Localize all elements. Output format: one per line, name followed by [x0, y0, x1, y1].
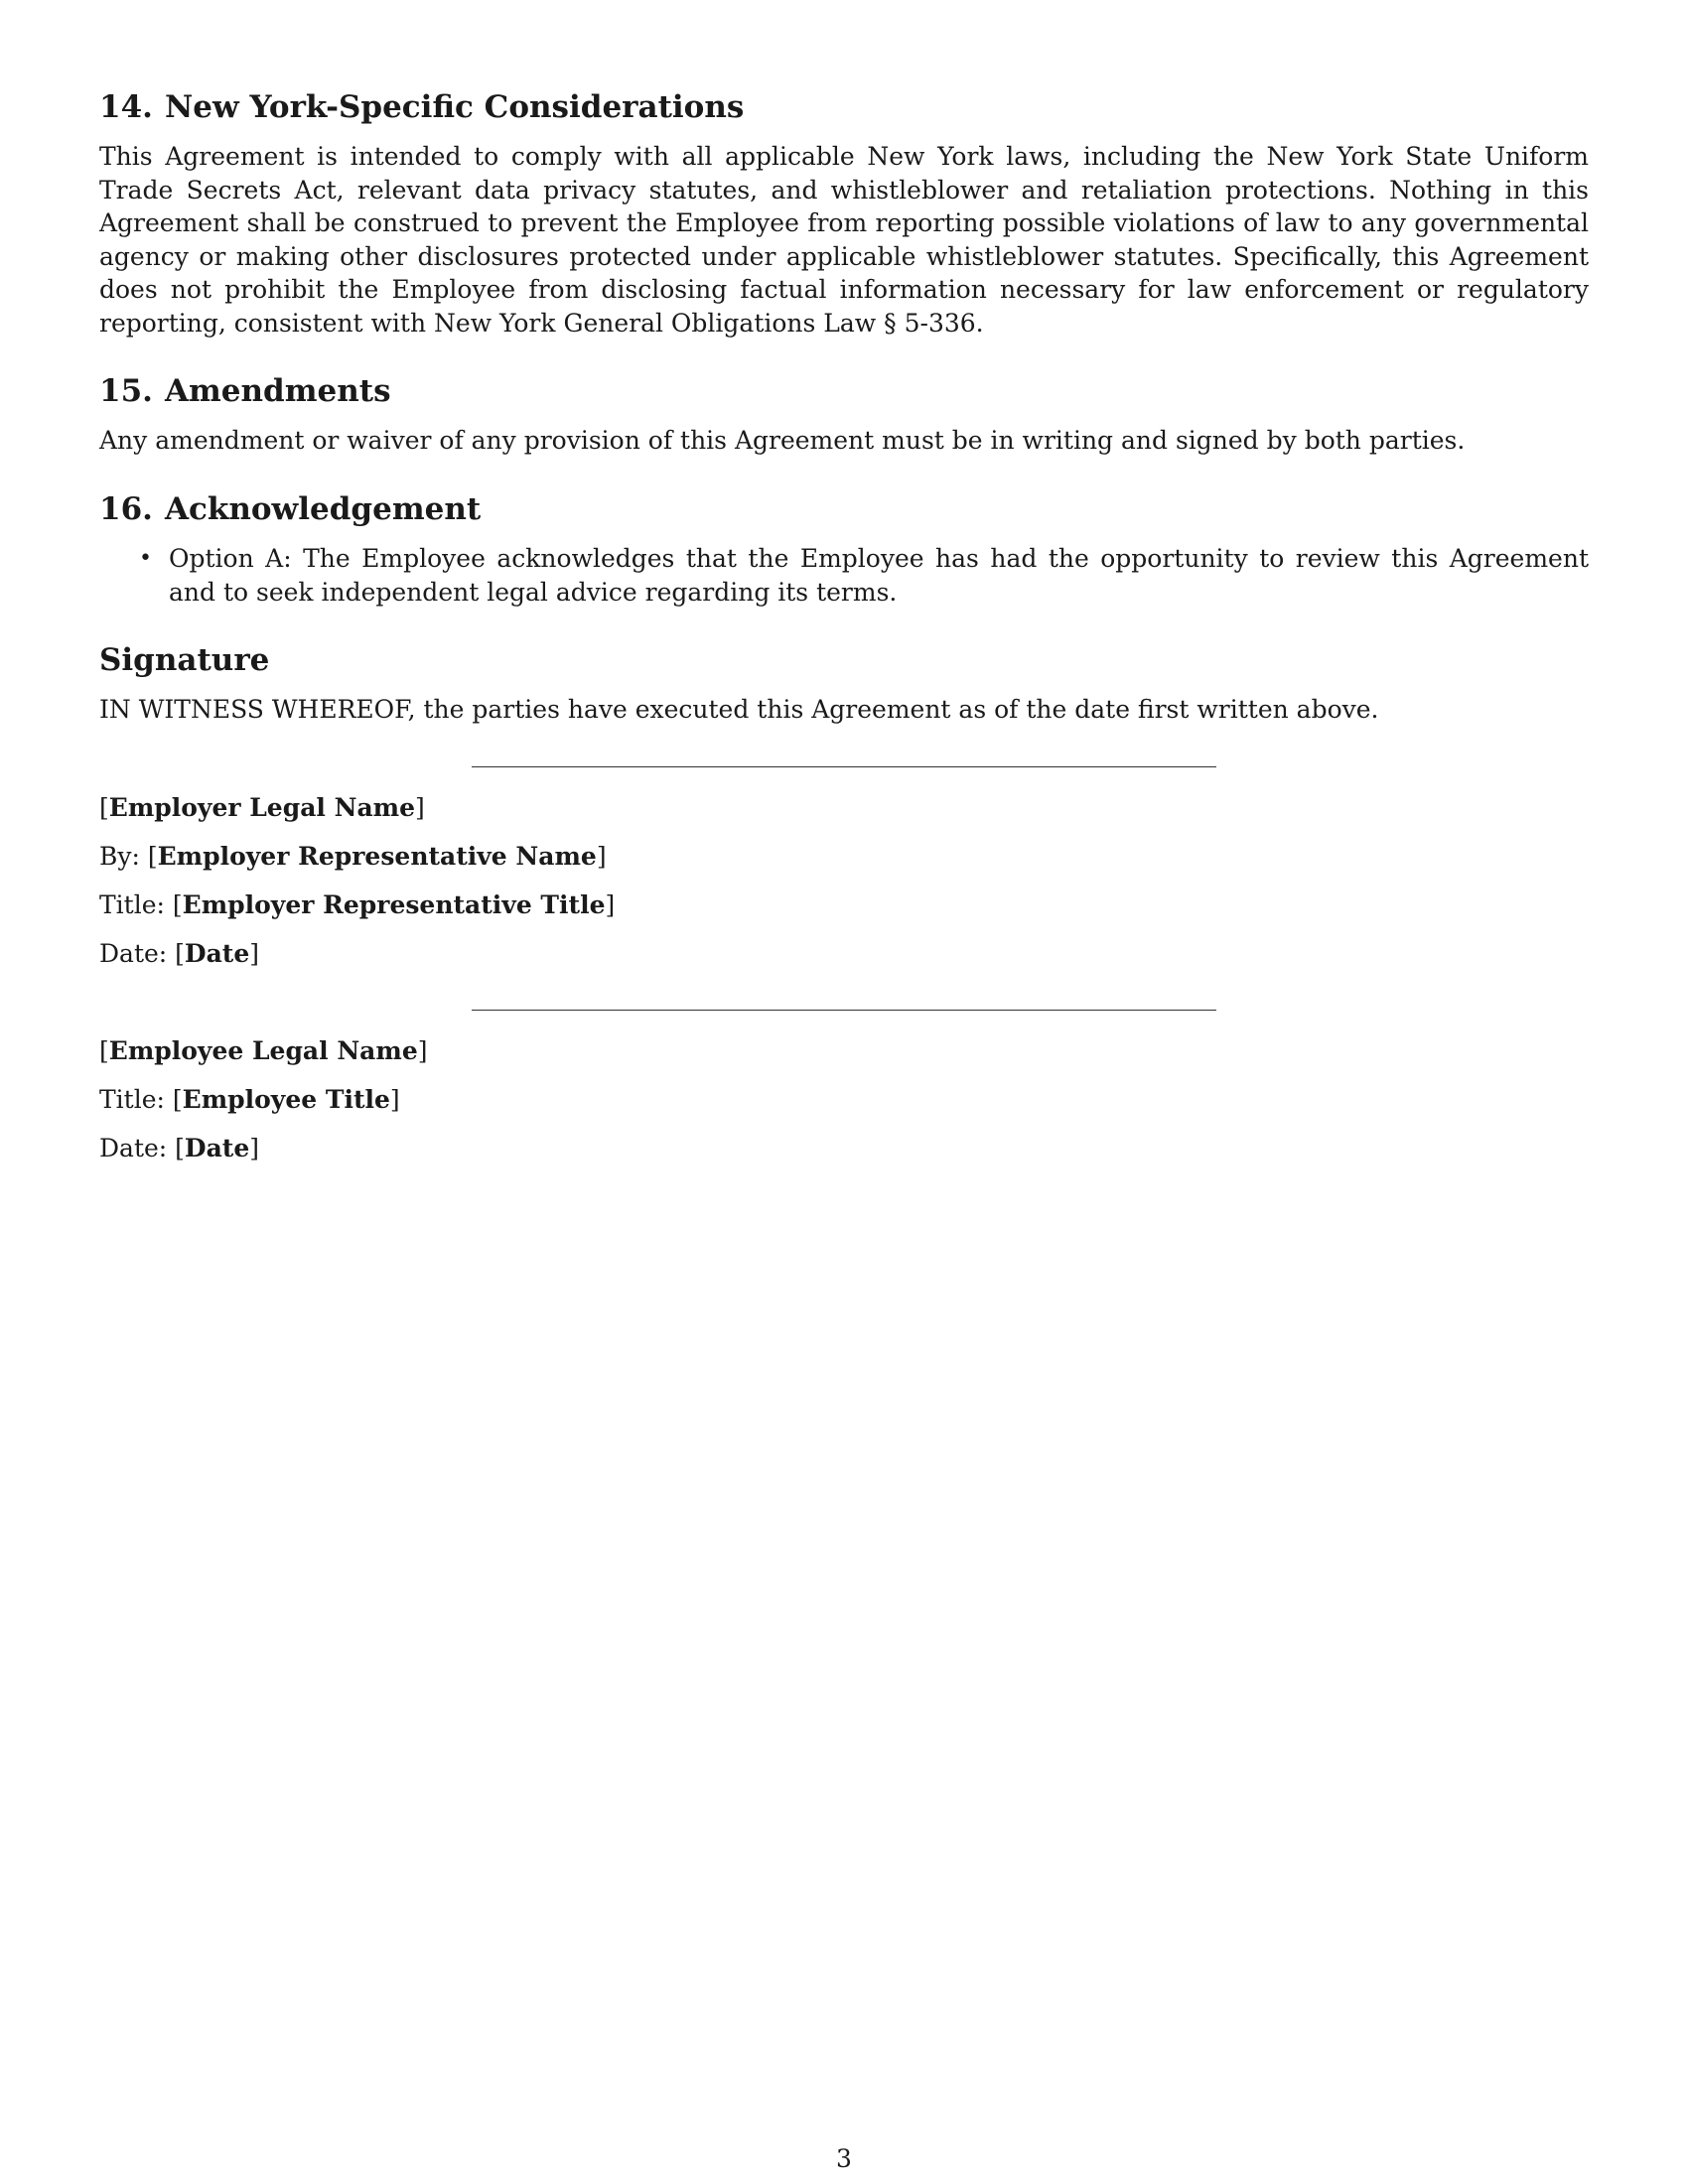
employer-signature-block: [99, 791, 1589, 970]
list-item: [139, 542, 1589, 609]
section-title: New York-Specific Considerations: [164, 89, 745, 125]
section-15: [99, 373, 1589, 458]
page-content: [99, 89, 1589, 1164]
section-body: This Agreement is intended to comply with all applicable New York laws, including the New York State Uniform Trade Secrets Act, relevant data privacy statutes, and whistleblower and retaliation protections. Nothing in this Agreement shall be construed to prevent the Employee from reporting possible violations of law to any governmental agency or making other disclosures protected under applicable whistleblower statutes. Specifically, this Agreement does not prohibit the Employee from disclosing factual information necessary for law enforcement or regulatory reporting, consistent with New York General Obligations Law § 5-336.: [99, 142, 1589, 338]
employer-title-line: Title: [Employer Representative Title]: [99, 889, 616, 919]
employee-date-value: Date: [184, 1133, 250, 1162]
section-heading: [99, 373, 1589, 410]
employee-signature-block: [99, 1034, 1589, 1164]
employee-date-line: Date: [Date]: [99, 1133, 260, 1162]
employer-representative-title: Employer Representative Title: [182, 889, 606, 919]
employee-legal-name-value: Employee Legal Name: [108, 1035, 418, 1065]
list-item-text: Option A: The Employee acknowledges that the Employee has had the opportunity to review this Agreement and to seek independent legal advice regarding its terms.: [169, 544, 1589, 607]
signature-heading: Signature: [99, 642, 270, 679]
title-label: Title:: [99, 1084, 165, 1114]
date-label: Date:: [99, 1133, 168, 1162]
by-label: By:: [99, 841, 140, 871]
section-number: 16.: [99, 490, 153, 527]
bullet-icon: •: [139, 546, 152, 572]
employer-signature-line: [472, 766, 1216, 767]
section-title: Acknowledgement: [164, 490, 482, 527]
section-14: [99, 89, 1589, 340]
section-16: [99, 491, 1589, 609]
section-heading: [99, 89, 1589, 126]
page-number: 3: [836, 2144, 852, 2173]
signature-section: [99, 642, 1589, 1164]
section-body: Any amendment or waiver of any provision of this Agreement must be in writing and signed by both parties.: [99, 426, 1466, 456]
employer-legal-name-value: Employer Legal Name: [108, 792, 416, 822]
section-number: 15.: [99, 373, 153, 410]
employee-signature-line: [472, 1010, 1216, 1011]
employee-title-line: Title: [Employee Title]: [99, 1084, 400, 1114]
employer-representative-line: By: [Employer Representative Name]: [99, 841, 607, 871]
date-label: Date:: [99, 938, 168, 968]
section-heading: [99, 491, 1589, 528]
section-title: Amendments: [164, 373, 391, 410]
employee-title-value: Employee Title: [182, 1084, 390, 1114]
acknowledgement-list: [99, 542, 1589, 609]
employer-representative-name: Employer Representative Name: [157, 841, 597, 871]
witness-text: IN WITNESS WHEREOF, the parties have executed this Agreement as of the date first written above.: [99, 695, 1379, 725]
section-number: 14.: [99, 89, 153, 125]
title-label: Title:: [99, 889, 165, 919]
employer-legal-name: [Employer Legal Name]: [99, 792, 425, 822]
employer-date-line: Date: [Date]: [99, 938, 260, 968]
employee-legal-name: [Employee Legal Name]: [99, 1035, 428, 1065]
employer-date-value: Date: [184, 938, 250, 968]
